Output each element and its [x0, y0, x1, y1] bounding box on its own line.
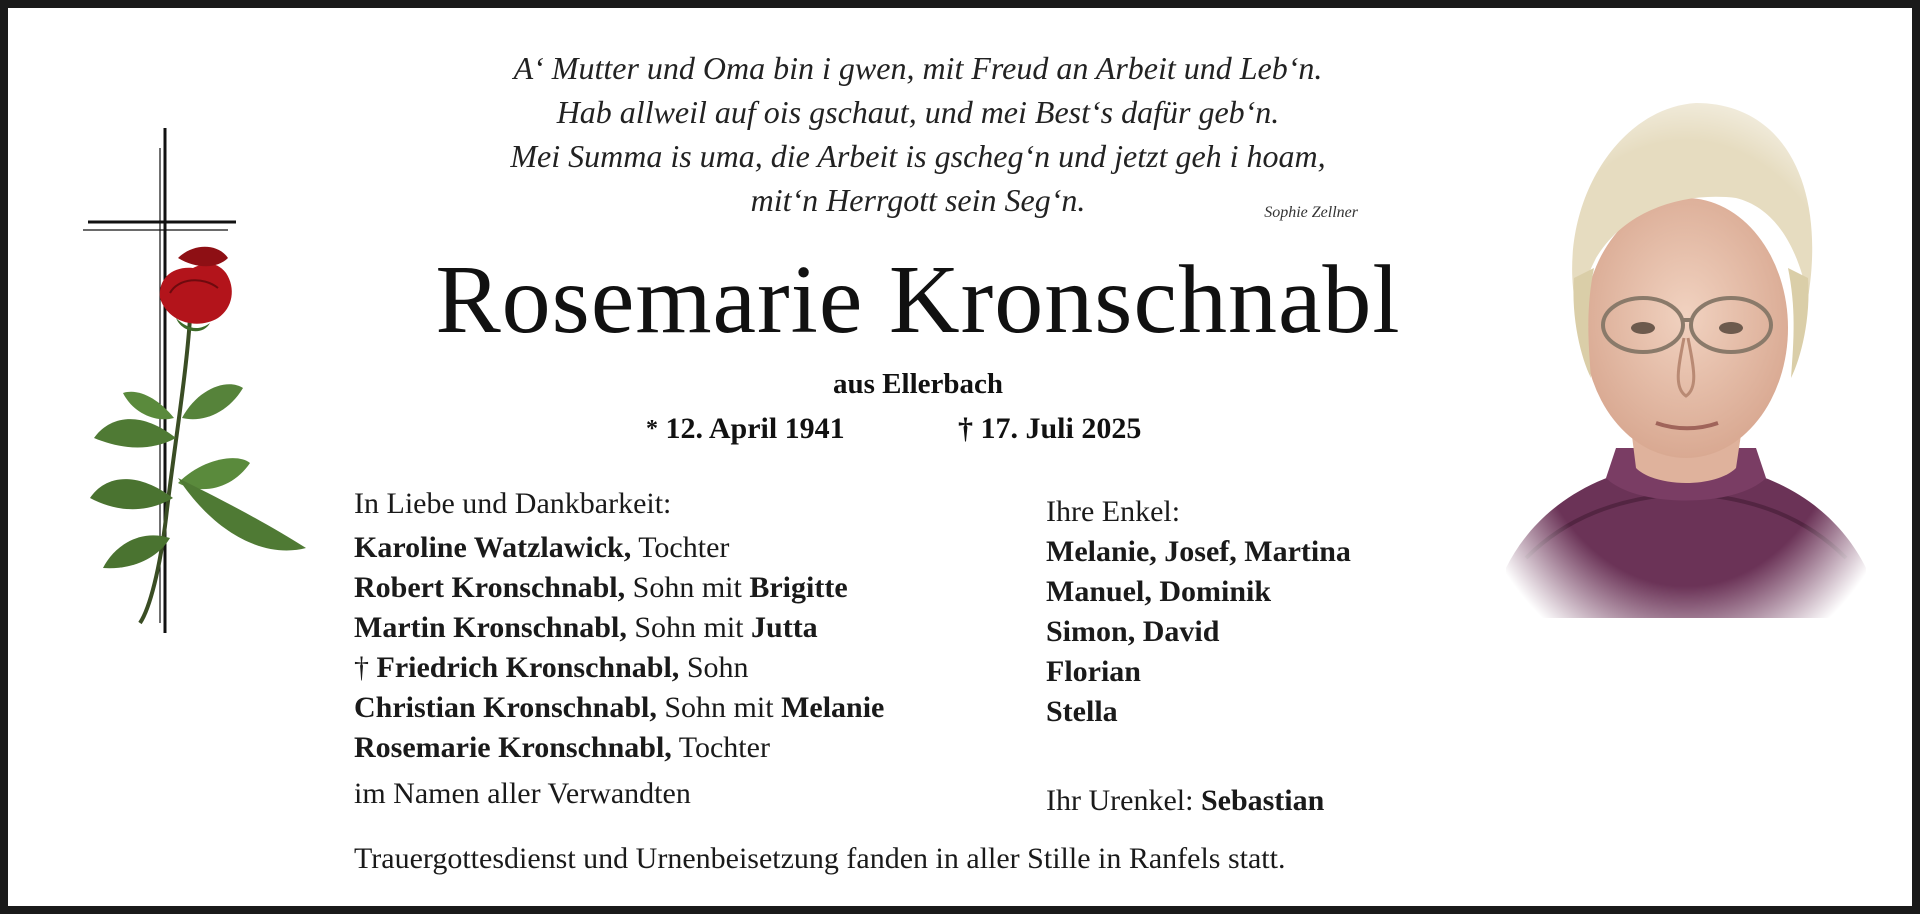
mourner-entry [354, 648, 884, 688]
mourner-relation: Sohn mit [625, 571, 750, 604]
mourner-entry [354, 688, 884, 728]
poem-line: A‘ Mutter und Oma bin i gwen, mit Freud an Arbeit und Leb‘n. [513, 50, 1323, 86]
deceased-name: Rosemarie Kronschnabl [435, 246, 1401, 354]
mourner-name: Christian Kronschnabl, [354, 691, 657, 724]
poem-line: Mei Summa is uma, die Arbeit is gscheg‘n und jetzt geh i hoam, [510, 138, 1326, 174]
mourner-name: Friedrich Kronschnabl, [376, 651, 680, 684]
great-grandchild-label: Ihr Urenkel: [1046, 784, 1201, 817]
mourner-entry [354, 728, 884, 768]
mourner-name: Robert Kronschnabl, [354, 571, 626, 604]
mourner-prefix: † [354, 651, 377, 684]
birth-date [646, 412, 845, 446]
mourner-partner: Brigitte [749, 571, 848, 604]
mourner-partner: Melanie [781, 691, 885, 724]
mourner-name: Karoline Watzlawick, [354, 531, 632, 564]
mourner-relation: Sohn mit [656, 691, 782, 724]
grandchildren-row: Melanie, Josef, Martina [1046, 535, 1351, 568]
mourner-entry [354, 528, 884, 568]
death-cross-icon: † [958, 412, 973, 445]
great-grandchild [1046, 781, 1324, 821]
birth-date-text: 12. April 1941 [665, 412, 845, 445]
grandchildren-list [1046, 492, 1351, 732]
mourner-partner: Jutta [751, 611, 818, 644]
funeral-notice: Trauergottesdienst und Urnenbeisetzung fanden in aller Stille in Ranfels statt. [354, 842, 1286, 875]
poem [428, 46, 1408, 222]
great-grandchild-name: Sebastian [1200, 784, 1325, 817]
grandchildren-row: Simon, David [1046, 615, 1220, 648]
mourners-list [354, 484, 884, 814]
poem-line: Hab allweil auf ois gschaut, und mei Best‘s dafür geb‘n. [556, 94, 1280, 130]
mourner-name: Martin Kronschnabl, [354, 611, 627, 644]
mourners-intro: In Liebe und Dankbarkeit: [354, 487, 672, 520]
mourner-relation: Tochter [631, 531, 730, 564]
grandchildren-row: Manuel, Dominik [1046, 575, 1272, 608]
birth-star-icon: * [646, 416, 658, 442]
mourner-relation: Sohn [679, 651, 749, 684]
mourner-name: Rosemarie Kronschnabl, [354, 731, 672, 764]
portrait-photo [1486, 88, 1886, 618]
poem-author: Sophie Zellner [1264, 204, 1358, 221]
poem-line: mit‘n Herrgott sein Seg‘n. [750, 182, 1086, 218]
grandchildren-row: Florian [1046, 655, 1141, 688]
mourner-entry [354, 568, 884, 608]
deceased-origin: aus Ellerbach [833, 368, 1003, 400]
mourner-entry [354, 608, 884, 648]
cross-with-rose-image [78, 118, 318, 638]
death-date [958, 412, 1141, 446]
mourner-relation: Tochter [671, 731, 770, 764]
mourner-relation: Sohn mit [626, 611, 752, 644]
death-date-text: 17. Juli 2025 [980, 412, 1142, 445]
mourners-closing: im Namen aller Verwandten [354, 777, 691, 810]
grandchildren-intro: Ihre Enkel: [1046, 495, 1181, 528]
grandchildren-row: Stella [1046, 695, 1118, 728]
